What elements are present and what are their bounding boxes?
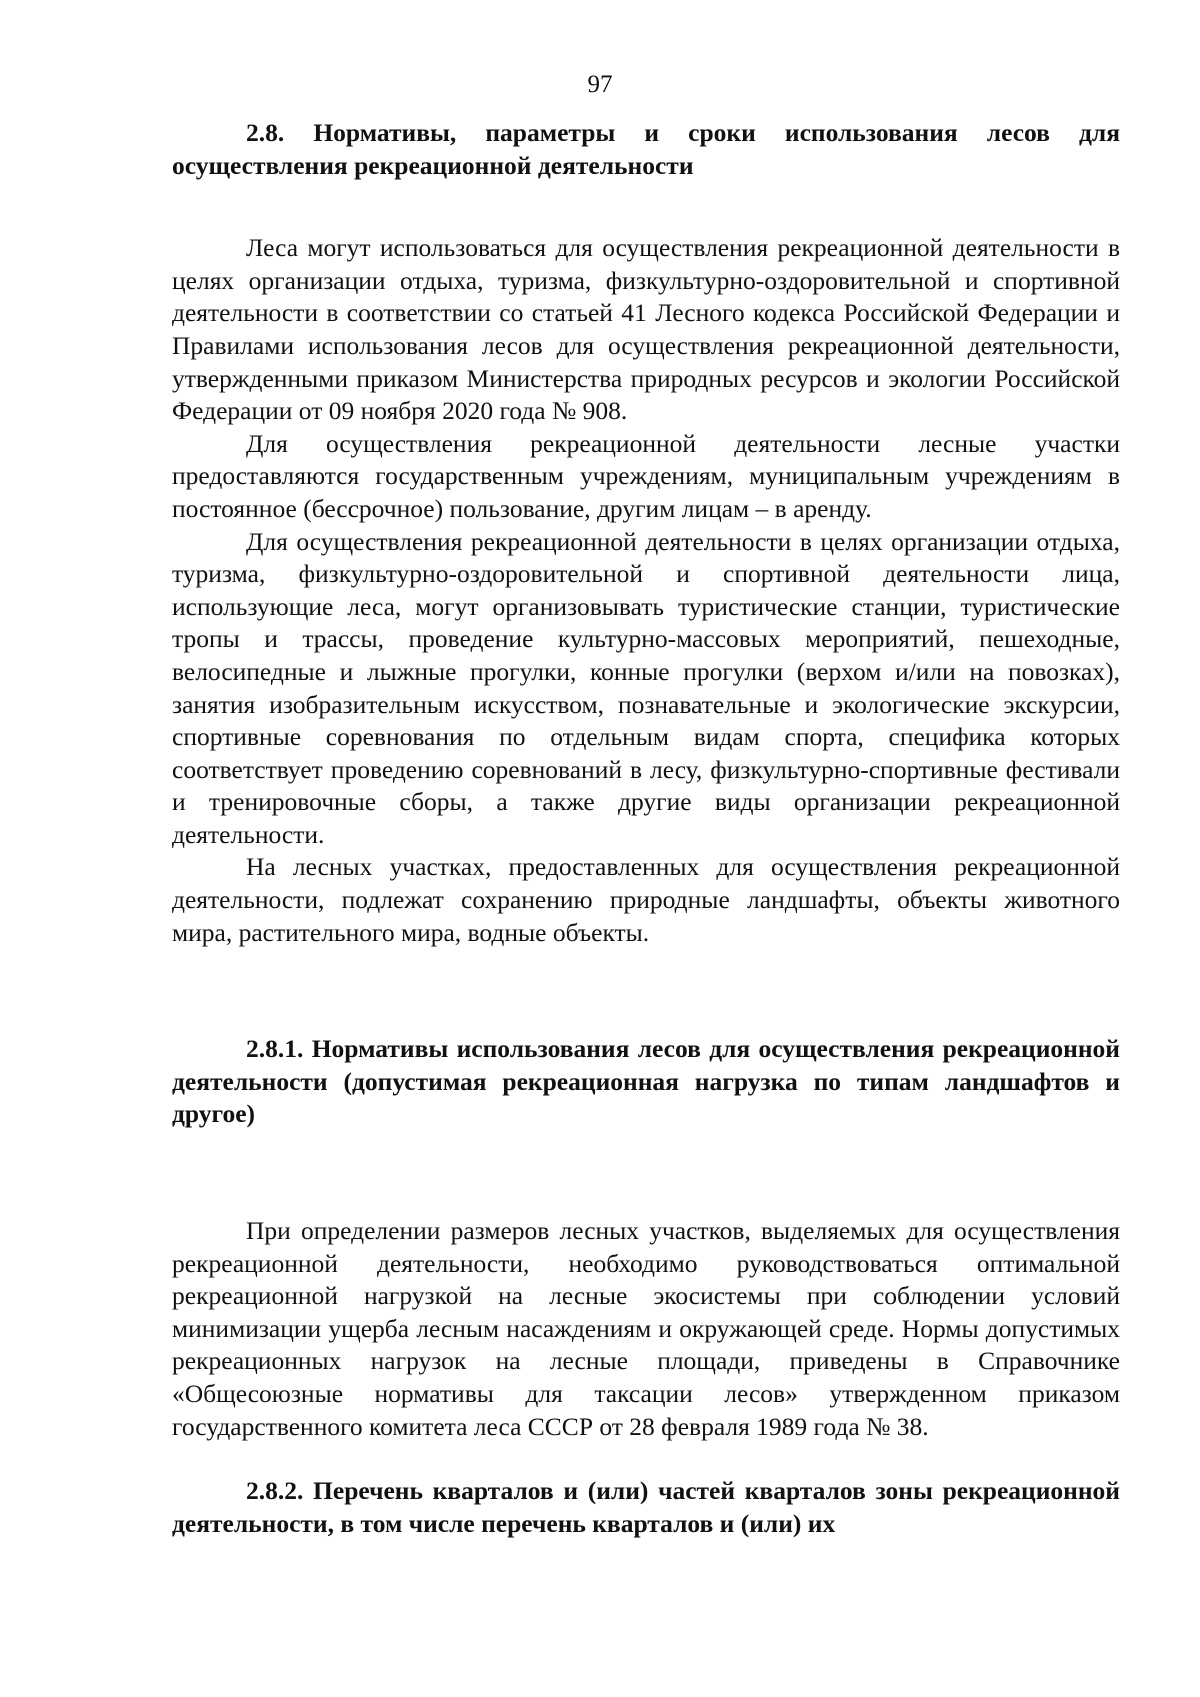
section-heading-2-8-1: 2.8.1. Нормативы использования лесов для осуществления рекреационной деятельности (допустимая рекреационная нагрузка по типам ландшафтов и другое): [172, 1034, 1120, 1129]
document-body: [172, 117, 1120, 1540]
paragraph-recreational-load: При определении размеров лесных участков, выделяемых для осуществления рекреационной деятельности, необходимо руководствоваться оптимальной рекреационной нагрузкой на лесные экосистемы при соблюдении условий минимизации ущерба лесным насаждениям и окружающей среде. Нормы допустимых рекреационных нагрузок на лесные площади, приведены в Справочнике «Общесоюзные нормативы для таксации лесов» утвержденном приказом государственного комитета леса СССР от 28 февраля 1989 года № 38.: [172, 1216, 1120, 1441]
page-number: 97: [587, 71, 613, 98]
paragraph-recreation-activities: Для осуществления рекреационной деятельности в целях организации отдыха, туризма, физкультурно-оздоровительной и спортивной деятельности лица, использующие леса, могут организовывать туристические станции, туристические тропы и трассы, проведение культурно-массовых мероприятий, пешеходные, велосипедные и лыжные прогулки, конные прогулки (верхом и/или на повозках), занятия изобразительным искусством, познавательные и экологические экскурсии, спортивные соревнования по отдельным видам спорта, специфика которых соответствует проведению соревнований в лесу, физкультурно-спортивные фестивали и тренировочные сборы, а также другие виды организации рекреационной деятельности.: [172, 526, 1120, 849]
paragraph-landscape-preservation: На лесных участках, предоставленных для осуществления рекреационной деятельности, подлежат сохранению природные ландшафты, объекты животного мира, растительного мира, водные объекты.: [172, 852, 1120, 947]
section-heading-2-8-2: 2.8.2. Перечень кварталов и (или) частей кварталов зоны рекреационной деятельности, в том числе перечень кварталов и (или) их: [172, 1476, 1120, 1538]
section-heading-2-8: 2.8. Нормативы, параметры и сроки использования лесов для осуществления рекреационной деятельности: [172, 118, 1120, 180]
paragraph-recreation-use: Леса могут использоваться для осуществления рекреационной деятельности в целях организации отдыха, туризма, физкультурно-оздоровительной и спортивной деятельности в соответствии со статьей 41 Лесного кодекса Российской Федерации и Правилами использования лесов для осуществления рекреационной деятельности, утвержденными приказом Министерства природных ресурсов и экологии Российской Федерации от 09 ноября 2020 года № 908.: [172, 233, 1120, 426]
paragraph-land-provision: Для осуществления рекреационной деятельности лесные участки предоставляются государственным учреждениям, муниципальным учреждениям в постоянное (бессрочное) пользование, другим лицам – в аренду.: [172, 428, 1120, 523]
